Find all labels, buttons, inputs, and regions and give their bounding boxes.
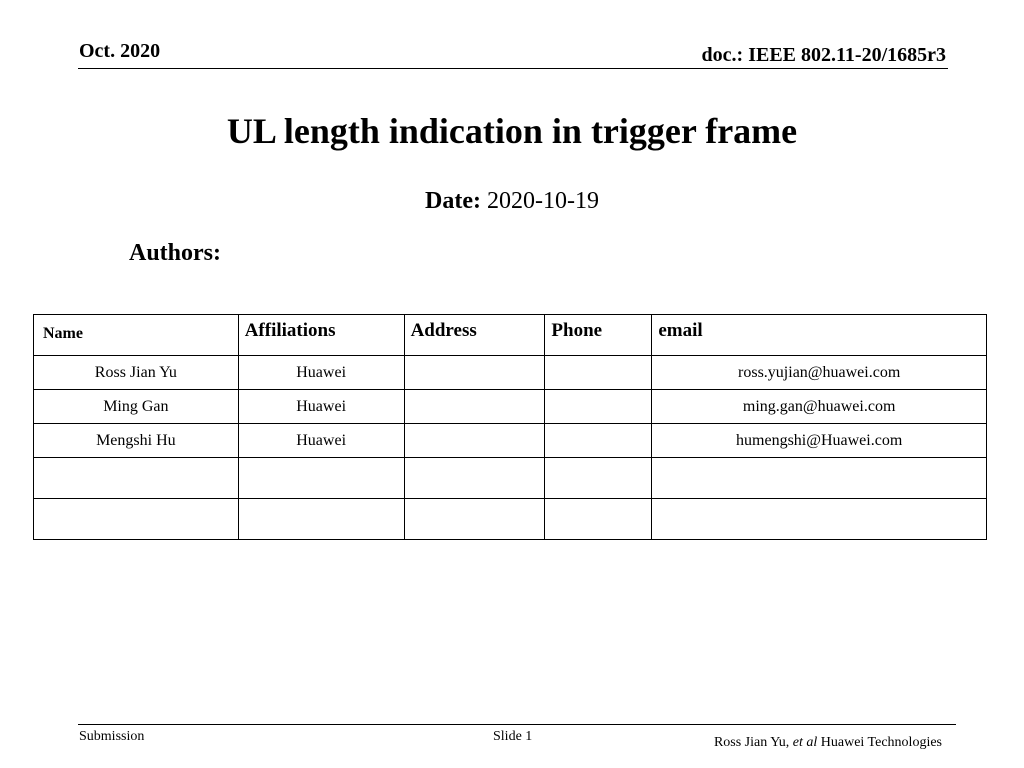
table-row [34, 390, 987, 424]
footer-et-al: et al [792, 735, 818, 750]
cell-name [34, 458, 239, 499]
header-divider [78, 68, 948, 69]
table-row [34, 424, 987, 458]
date-value: 2020-10-19 [486, 188, 599, 214]
col-header-affiliations: Affiliations [238, 315, 404, 356]
cell-address [404, 356, 545, 390]
authors-table [33, 314, 987, 540]
cell-email [652, 499, 987, 540]
col-header-address: Address [404, 315, 545, 356]
cell-name: Ross Jian Yu [34, 356, 239, 390]
slide-title: UL length indication in trigger frame [226, 111, 798, 151]
footer-author-name: Ross Jian Yu, [713, 735, 793, 750]
cell-affiliation: Huawei [238, 424, 404, 458]
cell-name: Mengshi Hu [34, 424, 239, 458]
cell-email [652, 458, 987, 499]
col-header-phone: Phone [545, 315, 652, 356]
cell-affiliation [238, 499, 404, 540]
footer-divider [78, 724, 956, 725]
authors-label: Authors: [129, 240, 222, 266]
table-row [34, 458, 987, 499]
cell-name [34, 499, 239, 540]
cell-affiliation: Huawei [238, 356, 404, 390]
cell-phone [545, 458, 652, 499]
date-label: Date: [425, 188, 481, 214]
cell-phone [545, 424, 652, 458]
date-line [0, 188, 1024, 215]
cell-email: humengshi@Huawei.com [652, 424, 987, 458]
cell-phone [545, 356, 652, 390]
cell-affiliation [238, 458, 404, 499]
cell-name: Ming Gan [34, 390, 239, 424]
col-header-email: email [652, 315, 987, 356]
cell-address [404, 424, 545, 458]
cell-address [404, 390, 545, 424]
cell-affiliation: Huawei [238, 390, 404, 424]
cell-phone [545, 499, 652, 540]
cell-address [404, 499, 545, 540]
header-date: Oct. 2020 [79, 40, 161, 62]
cell-email: ming.gan@huawei.com [652, 390, 987, 424]
footer-slide-number: Slide 1 [493, 729, 533, 744]
table-row [34, 356, 987, 390]
header-doc-id: doc.: IEEE 802.11-20/1685r3 [701, 44, 946, 66]
cell-phone [545, 390, 652, 424]
col-header-name: Name [34, 315, 239, 356]
table-row [34, 499, 987, 540]
footer-organization: Huawei Technologies [817, 735, 942, 750]
cell-address [404, 458, 545, 499]
cell-email: ross.yujian@huawei.com [652, 356, 987, 390]
footer-submission: Submission [79, 729, 145, 744]
table-header-row [34, 315, 987, 356]
footer-author [714, 735, 942, 751]
